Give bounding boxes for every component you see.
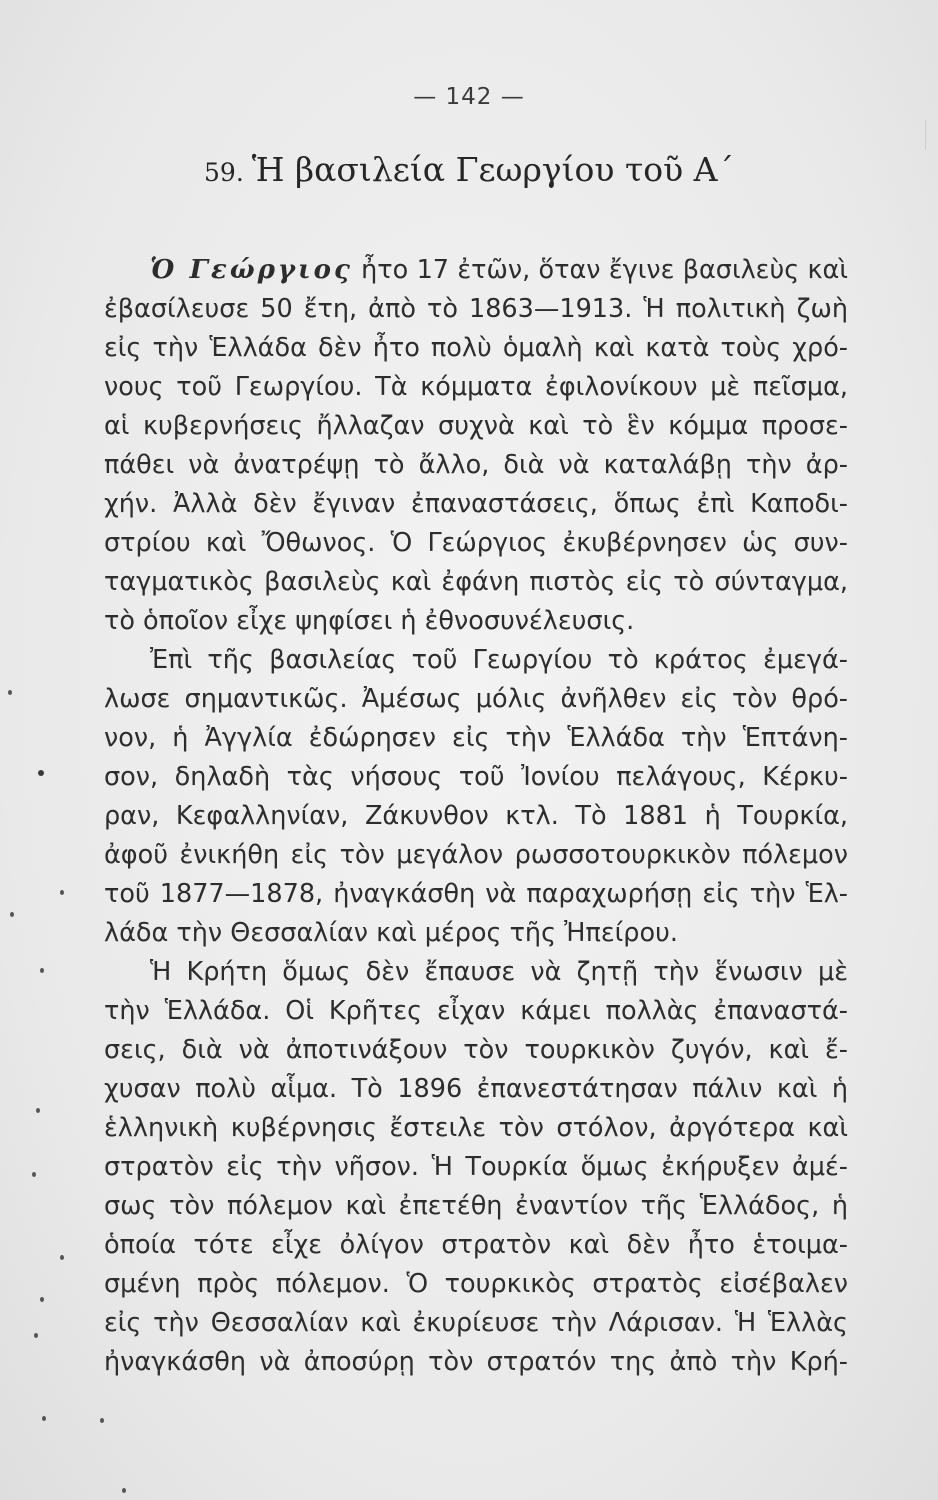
text-line: λάδα τὴν Θεσσαλίαν καὶ μέρος τῆς Ἠπείρου. — [104, 918, 678, 948]
text-line: χήν. Ἀλλὰ δὲν ἔγιναν ἐπαναστάσεις, ὅπως ἐπὶ Καποδι- — [104, 489, 848, 519]
page-edge-mark — [925, 120, 926, 150]
text-line: λωσε σημαντικῶς. Ἀμέσως μόλις ἀνῆλθεν εἰς τὸν θρό- — [104, 684, 848, 714]
scan-speck — [40, 1297, 44, 1302]
text-line: τὴν Ἑλλάδα. Οἱ Κρῆτες εἶχαν κάμει πολλὰς ἐπαναστά- — [104, 996, 848, 1026]
text-line: στρατὸν εἰς τὴν νῆσον. Ἡ Τουρκία ὅμως ἐκήρυξεν ἀμέ- — [104, 1152, 848, 1182]
scan-speck — [40, 968, 44, 973]
scan-speck — [38, 770, 44, 776]
scan-speck — [34, 1333, 38, 1338]
text-line: ἑλληνικὴ κυβέρνησις ἔστειλε τὸν στόλον, ἀργότερα καὶ — [104, 1113, 848, 1143]
chapter-title — [0, 150, 938, 189]
text-line: ταγματικὸς βασιλεὺς καὶ ἐφάνη πιστὸς εἰς τὸ σύνταγμα, — [104, 567, 848, 597]
text-line: χυσαν πολὺ αἷμα. Τὸ 1896 ἐπανεστάτησαν πάλιν καὶ ἡ — [104, 1074, 848, 1104]
text-line: στρίου καὶ Ὄθωνος. Ὁ Γεώργιος ἐκυβέρνησεν ὡς συν- — [104, 528, 848, 558]
scan-speck — [42, 1416, 46, 1421]
scan-speck — [100, 1418, 104, 1423]
text-line: σμένη πρὸς πόλεμον. Ὁ τουρκικὸς στρατὸς εἰσέβαλεν — [104, 1269, 848, 1299]
text-line-rest: ἦτο 17 ἐτῶν, ὅταν ἔγινε βασιλεὺς καὶ — [352, 255, 848, 285]
text-line: ὁποία τότε εἶχε ὀλίγον στρατὸν καὶ δὲν ἦτο ἑτοιμα- — [104, 1230, 848, 1260]
text-line: Ἡ Κρήτη ὅμως δὲν ἔπαυσε νὰ ζητῇ τὴν ἕνωσιν μὲ — [150, 957, 848, 987]
text-line: ἀφοῦ ἐνικήθη εἰς τὸν μεγάλον ρωσσοτουρκικὸν πόλεμον — [104, 840, 848, 870]
king-name: Ὁ Γεώργιος — [150, 255, 353, 285]
chapter-title-text: Ἡ βασιλεία Γεωργίου τοῦ Α΄ — [251, 150, 734, 189]
text-line: νον, ἡ Ἀγγλία ἐδώρησεν εἰς τὴν Ἑλλάδα τὴν Ἑπτάνη- — [104, 723, 848, 753]
text-line: τοῦ 1877—1878, ἠναγκάσθη νὰ παραχωρήσῃ εἰς τὴν Ἑλ- — [104, 879, 848, 909]
scan-speck — [36, 1108, 40, 1113]
text-line: σως τὸν πόλεμον καὶ ἐπετέθη ἐναντίον τῆς Ἑλλάδος, ἡ — [104, 1191, 848, 1221]
text-line: εἰς τὴν Ἑλλάδα δὲν ἦτο πολὺ ὁμαλὴ καὶ κατὰ τοὺς χρό- — [104, 333, 848, 363]
text-line — [150, 248, 848, 292]
text-line: σον, δηλαδὴ τὰς νήσους τοῦ Ἰονίου πελάγους, Κέρκυ- — [104, 762, 848, 792]
text-line: Ἐπὶ τῆς βασιλείας τοῦ Γεωργίου τὸ κράτος ἐμεγά- — [150, 645, 848, 675]
text-line: ραν, Κεφαλληνίαν, Ζάκυνθον κτλ. Τὸ 1881 ἡ Τουρκία, — [104, 801, 848, 831]
text-line: εἰς τὴν Θεσσαλίαν καὶ ἐκυρίευσε τὴν Λάρισαν. Ἡ Ἑλλὰς — [104, 1308, 848, 1338]
scan-speck — [10, 912, 14, 917]
text-line: σεις, διὰ νὰ ἀποτινάξουν τὸν τουρκικὸν ζυγόν, καὶ ἔ- — [104, 1035, 848, 1065]
text-line: ἠναγκάσθη νὰ ἀποσύρῃ τὸν στρατόν της ἀπὸ τὴν Κρή- — [104, 1347, 848, 1377]
text-line: τὸ ὁποῖον εἶχε ψηφίσει ἡ ἐθνοσυνέλευσις. — [104, 606, 635, 636]
scan-speck — [8, 690, 12, 695]
text-line: αἱ κυβερνήσεις ἤλλαζαν συχνὰ καὶ τὸ ἓν κόμμα προσε- — [104, 411, 848, 441]
scan-speck — [60, 1255, 64, 1260]
scan-speck — [122, 1488, 126, 1493]
text-line: νους τοῦ Γεωργίου. Τὰ κόμματα ἐφιλονίκουν μὲ πεῖσμα, — [104, 372, 848, 402]
scan-speck — [32, 1172, 36, 1177]
text-line: πάθει νὰ ἀνατρέψῃ τὸ ἄλλο, διὰ νὰ καταλάβῃ τὴν ἀρ- — [104, 450, 848, 480]
page-number: — 142 — — [413, 84, 525, 110]
scan-speck — [60, 890, 64, 895]
text-line: ἐβασίλευσε 50 ἔτη, ἀπὸ τὸ 1863—1913. Ἡ πολιτικὴ ζωὴ — [104, 294, 848, 324]
chapter-number: 59. — [204, 158, 244, 187]
